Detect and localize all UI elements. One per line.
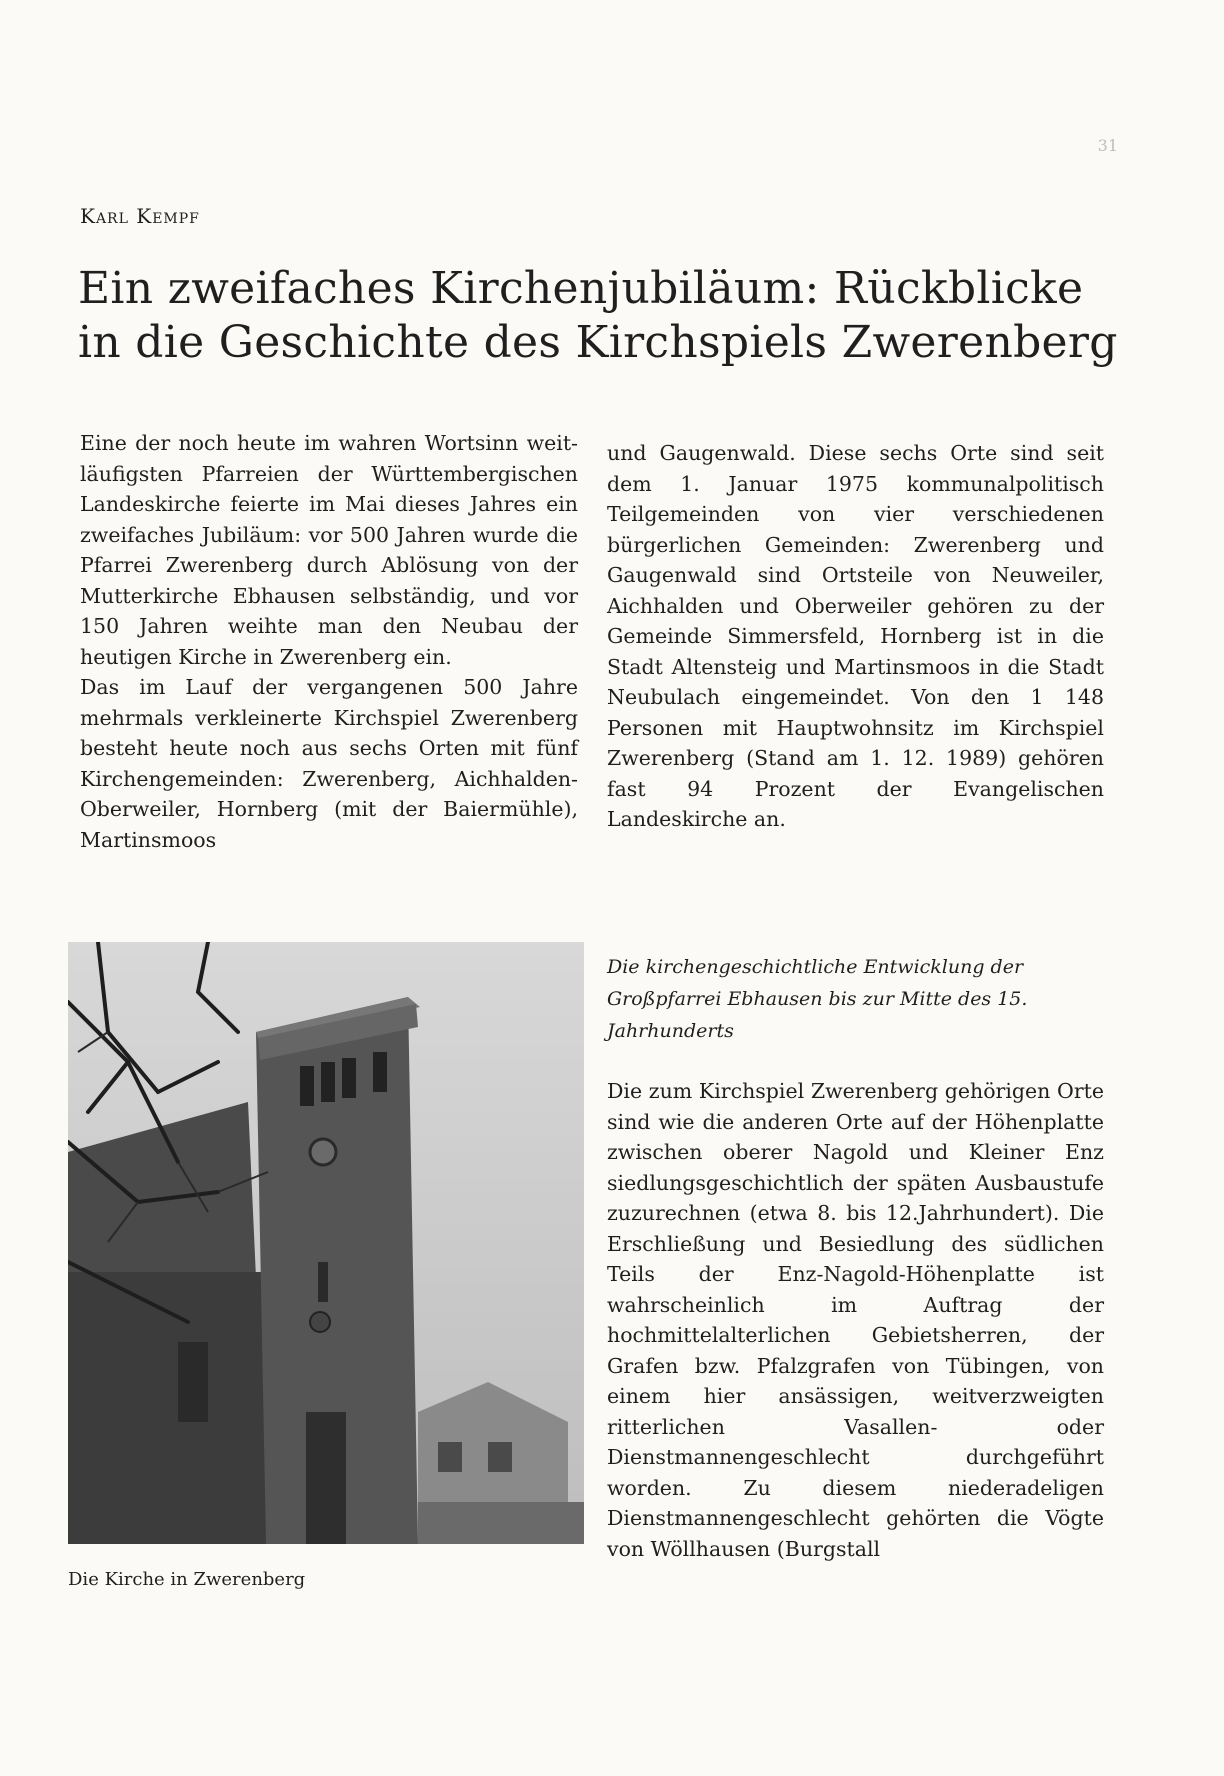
church-photo (68, 942, 584, 1544)
article-title (78, 262, 1138, 370)
author-name: Karl Kempf (80, 204, 200, 228)
paragraph-2: Das im Lauf der vergangenen 500 Jahre mehrmals verkleinerte Kirchspiel Zwerenberg besteht heute noch aus sechs Orten mit fünf Kirchengemeinden: Zwerenberg, Aichhalden-Oberweiler, Hornberg (mit der Baiermühle), Martinsmoos (80, 675, 578, 852)
right-column-bottom (607, 1076, 1104, 1564)
right-column-top (607, 438, 1104, 835)
photo-caption: Die Kirche in Zwerenberg (68, 1569, 306, 1590)
title-line-2: in die Geschichte des Kirchspiels Zwerenberg (78, 317, 1118, 368)
title-line-1: Ein zweifaches Kirchenjubiläum: Rückblicke (78, 263, 1084, 314)
section-subheading: Die kirchengeschichtliche Entwicklung der Großpfarrei Ebhausen bis zur Mitte des 15. Jahrhunderts (607, 956, 1028, 1042)
left-column (80, 428, 578, 855)
paragraph-1: Eine der noch heute im wahren Wortsinn weit-läufigsten Pfarreien der Württembergischen Landeskirche feierte im Mai dieses Jahres ein zweifaches Jubiläum: vor 500 Jahren wurde die Pfarrei Zwerenberg durch Ablösung von der Mutterkirche Ebhausen selbständig, und vor 150 Jahren weihte man den Neubau der heutigen Kirche in Zwerenberg ein. (80, 431, 578, 669)
paragraph-3: und Gaugenwald. Diese sechs Orte sind seit dem 1. Januar 1975 kommunalpolitisch Teilgemeinden von vier verschiedenen bürgerlichen Gemeinden: Zwerenberg und Gaugenwald sind Ortsteile von Neuweiler, Aichhalden und Oberweiler gehören zu der Gemeinde Simmersfeld, Hornberg ist in die Stadt Altensteig und Martinsmoos in die Stadt Neubulach eingemeindet. Von den 1 148 Personen mit Hauptwohnsitz im Kirchspiel Zwerenberg (Stand am 1. 12. 1989) gehören fast 94 Prozent der Evangelischen Landeskirche an. (607, 441, 1104, 831)
church-illustration (68, 942, 584, 1544)
page-number: 31 (1097, 136, 1118, 155)
paragraph-4: Die zum Kirchspiel Zwerenberg gehörigen Orte sind wie die anderen Orte auf der Höhenplatte zwischen oberer Nagold und Kleiner Enz siedlungsgeschichtlich der späten Ausbaustufe zuzurechnen (etwa 8. bis 12.Jahrhundert). Die Erschließung und Besiedlung des südlichen Teils der Enz-Nagold-Höhenplatte ist wahrscheinlich im Auftrag der hochmittelalterlichen Gebietsherren, der Grafen bzw. Pfalzgrafen von Tübingen, von einem hier ansässigen, weitverzweigten ritterlichen Vasallen- oder Dienstmannengeschlecht durchgeführt worden. Zu diesem niederadeligen Dienstmannengeschlecht gehörten die Vögte von Wöllhausen (Burgstall (607, 1079, 1104, 1561)
